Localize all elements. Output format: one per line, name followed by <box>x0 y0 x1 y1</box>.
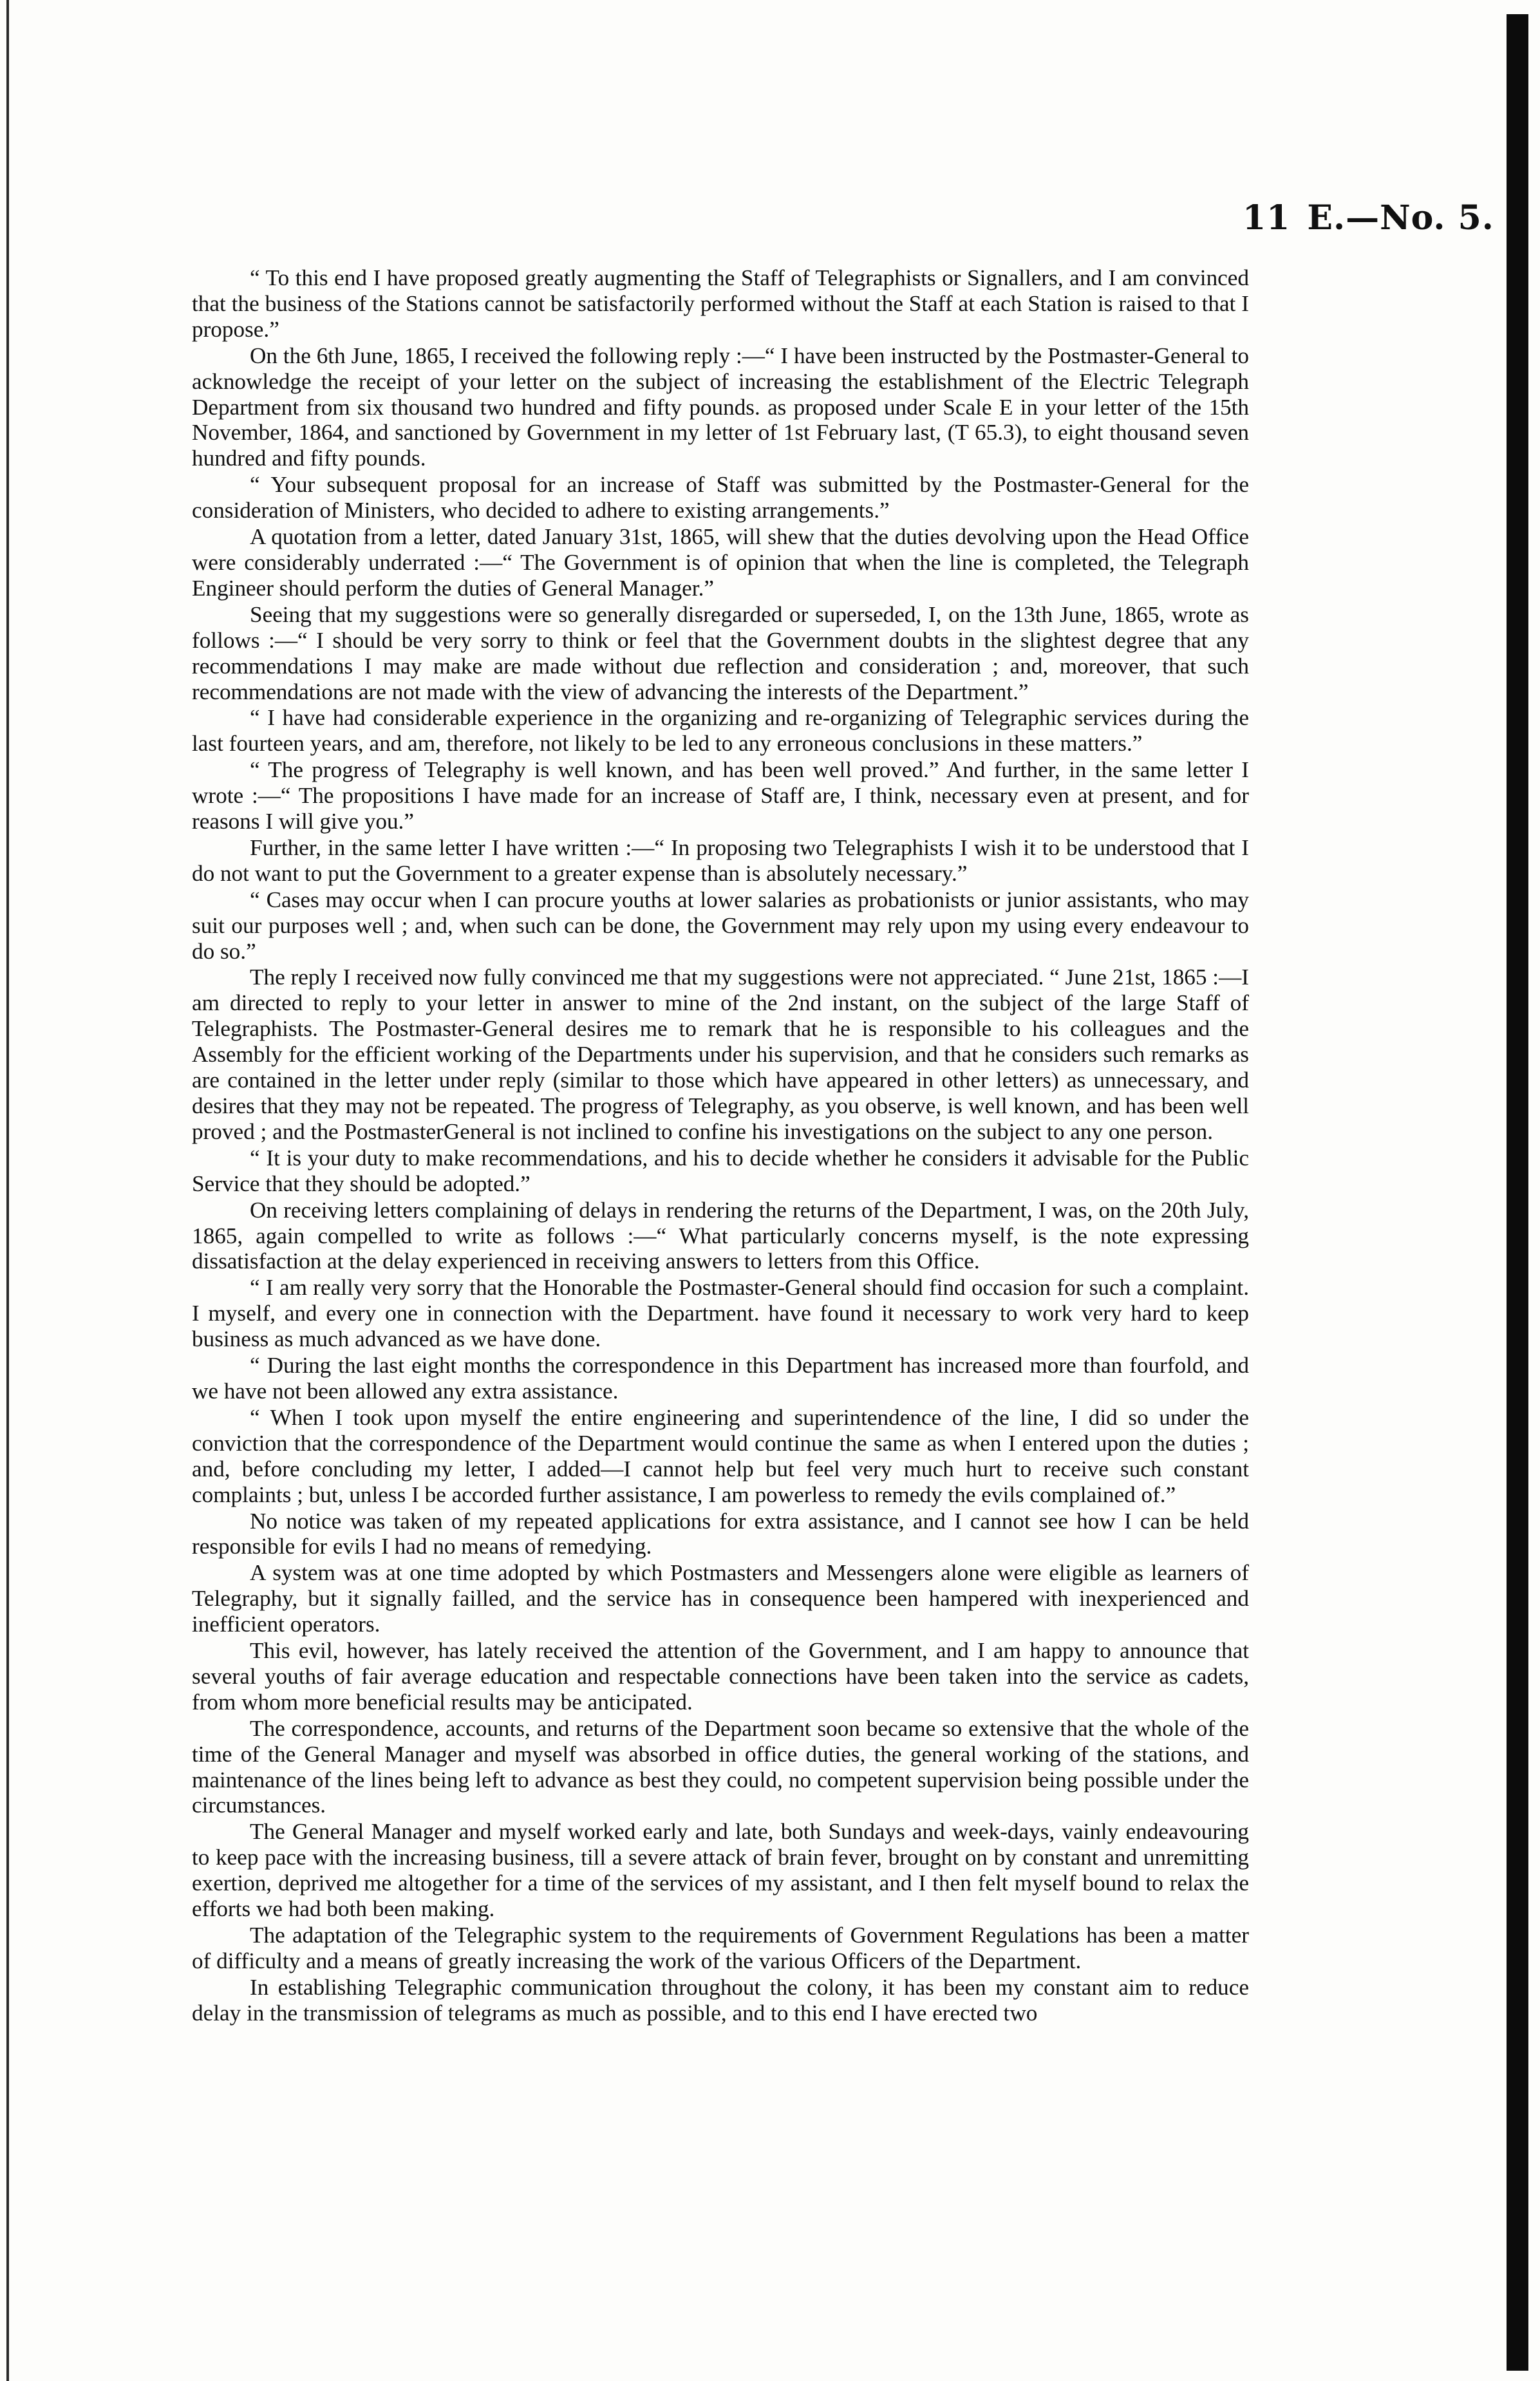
document-body <box>192 265 1249 2026</box>
paragraph: Seeing that my suggestions were so generally disregarded or superseded, I, on the 13th June, 1865, wrote as follows :—“ I should be very sorry to think or feel that the Government doubts in the slightest degree that any recommendations I may make are made without due reflection and consideration ; and, moreover, that such recommendations are not made with the view of advancing the interests of the Department.” <box>192 601 1249 704</box>
scan-edge-left <box>6 0 9 2381</box>
paragraph: The reply I received now fully convinced me that my suggestions were not appreciated. “ June 21st, 1865 :—I am directed to reply to your letter in answer to mine of the 2nd instant, on the subject of the large Staff of Telegraphists. The Postmaster-General desires me to remark that he is responsible to his colleagues and the Assembly for the efficient working of the Departments under his supervision, and that he considers such remarks as are contained in the letter under reply (similar to those which have appeared in other letters) as unnecessary, and desires that they may not be repeated. The progress of Telegraphy, as you observe, is well known, and has been well proved ; and the PostmasterGeneral is not inclined to confine his investigations on the subject to any one person. <box>192 965 1249 1144</box>
document-reference: E.—No. 5. <box>1307 198 1494 238</box>
paragraph: “ Your subsequent proposal for an increase of Staff was submitted by the Postmaster-General for the consideration of Ministers, who decided to adhere to existing arrangements.” <box>192 472 1249 523</box>
paragraph: “ The progress of Telegraphy is well known, and has been well proved.” And further, in the same letter I wrote :—“ The propositions I have made for an increase of Staff are, I think, necessary even at present, and for reasons I will give you.” <box>192 757 1249 834</box>
paragraph: The correspondence, accounts, and returns of the Department soon became so extensive that the whole of the time of the General Manager and myself was absorbed in office duties, the general working of the stations, and maintenance of the lines being left to advance as best they could, no competent supervision being possible under the circumstances. <box>192 1715 1249 1818</box>
paragraph: “ To this end I have proposed greatly augmenting the Staff of Telegraphists or Signallers, and I am convinced that the business of the Stations cannot be satisfactorily performed without the Staff at each Station is raised to that I propose.” <box>192 265 1249 342</box>
scan-edge-right <box>1507 14 1528 2371</box>
paragraph: No notice was taken of my repeated applications for extra assistance, and I cannot see how I can be held responsible for evils I had no means of remedying. <box>192 1508 1249 1559</box>
paragraph: “ I have had considerable experience in the organizing and re-organizing of Telegraphic services during the last fourteen years, and am, therefore, not likely to be led to any erroneous conclusions in these matters.” <box>192 705 1249 757</box>
paragraph: The General Manager and myself worked early and late, both Sundays and week-days, vainly endeavouring to keep pace with the increasing business, till a severe attack of brain fever, brought on by constant and unremitting exertion, deprived me altogether for a time of the services of my assistant, and I then felt myself bound to relax the efforts we had both been making. <box>192 1819 1249 1922</box>
paragraph: The adaptation of the Telegraphic system to the requirements of Government Regulations has been a matter of difficulty and a means of greatly increasing the work of the various Officers of the Department. <box>192 1923 1249 1973</box>
paragraph: On receiving letters complaining of delays in rendering the returns of the Department, I was, on the 20th July, 1865, again compelled to write as follows :—“ What particularly concerns myself, is the note expressing dissatisfaction at the delay experienced in receiving answers to letters from this Office. <box>192 1197 1249 1274</box>
paragraph: “ During the last eight months the correspondence in this Department has increased more than fourfold, and we have not been allowed any extra assistance. <box>192 1353 1249 1404</box>
paragraph: “ It is your duty to make recommendations, and his to decide whether he considers it advisable for the Public Service that they should be adopted.” <box>192 1145 1249 1196</box>
paragraph: Further, in the same letter I have written :—“ In proposing two Telegraphists I wish it to be understood that I do not want to put the Government to a greater expense than is absolutely necessary.” <box>192 834 1249 886</box>
paragraph: This evil, however, has lately received the attention of the Government, and I am happy to announce that several youths of fair average education and respectable connections have been taken into the service as cadets, from whom more beneficial results may be anticipated. <box>192 1638 1249 1715</box>
paragraph: In establishing Telegraphic communication throughout the colony, it has been my constant aim to reduce delay in the transmission of telegrams as much as possible, and to this end I have erected two <box>192 1974 1249 2026</box>
page-number: 11 <box>1243 198 1291 238</box>
paragraph: “ I am really very sorry that the Honorable the Postmaster-General should find occasion for such a complaint. I myself, and every one in connection with the Department. have found it necessary to work very hard to keep business as much advanced as we have done. <box>192 1275 1249 1352</box>
paragraph: “ When I took upon myself the entire engineering and superintendence of the line, I did so under the conviction that the correspondence of the Department would continue the same as when I entered upon the duties ; and, before concluding my letter, I added—I cannot help but feel very much hurt to receive such constant complaints ; but, unless I be accorded further assistance, I am powerless to remedy the evils complained of.” <box>192 1404 1249 1507</box>
paragraph: A quotation from a letter, dated January 31st, 1865, will shew that the duties devolving upon the Head Office were considerably underrated :—“ The Government is of opinion that when the line is completed, the Telegraph Engineer should perform the duties of General Manager.” <box>192 524 1249 601</box>
paragraph: “ Cases may occur when I can procure youths at lower salaries as probationists or junior assistants, who may suit our purposes well ; and, when such can be done, the Government may rely upon my using every endeavour to do so.” <box>192 887 1249 964</box>
paragraph: On the 6th June, 1865, I received the following reply :—“ I have been instructed by the Postmaster-General to acknowledge the receipt of your letter on the subject of increasing the establishment of the Electric Telegraph Department from six thousand two hundred and fifty pounds. as proposed under Scale E in your letter of the 15th November, 1864, and sanctioned by Government in my letter of 1st February last, (T 65.3), to eight thousand seven hundred and fifty pounds. <box>192 343 1249 471</box>
page-header <box>1243 198 1494 238</box>
paragraph: A system was at one time adopted by which Postmasters and Messengers alone were eligible as learners of Telegraphy, but it signally failled, and the service has in consequence been hampered with inexperienced and inefficient operators. <box>192 1560 1249 1637</box>
